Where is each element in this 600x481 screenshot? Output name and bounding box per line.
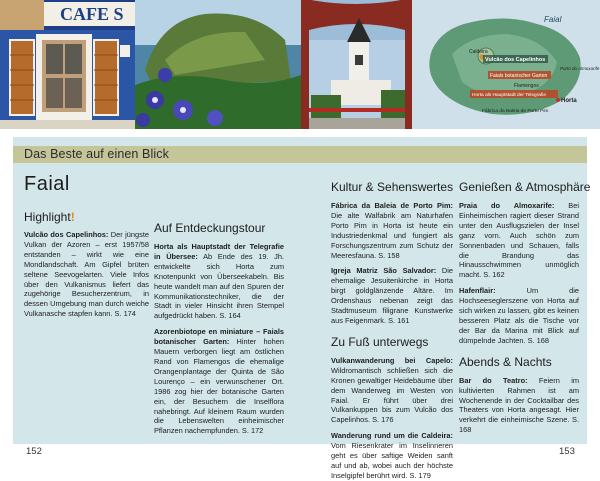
page-title: Faial xyxy=(24,173,70,195)
column-kultur xyxy=(331,180,453,481)
island-map xyxy=(412,0,600,129)
item-title: Fábrica da Baleia de Porto Pim: xyxy=(331,201,453,210)
map-label-horta: Horta xyxy=(561,98,577,104)
geniessen-item xyxy=(459,286,579,345)
section-header xyxy=(13,146,587,163)
item-title: Hafenflair: xyxy=(459,286,496,296)
item-text: Wildromantisch schließen sich die Kronen gewaltiger Heidebäume über dem Wanderweg im Westen von Faial. Er führt über drei Vulkankuppen bis zum Vulcão dos Capelinhos. S. 176 xyxy=(331,365,453,425)
column-geniessen xyxy=(459,180,591,435)
item-title: Vulcão dos Capelinhos: xyxy=(24,230,109,239)
map-label-portopim: Fábrica da Baleia de Porto Pim xyxy=(482,109,549,114)
zufuss-item xyxy=(331,356,453,425)
map-label-flamengos: Flamengos xyxy=(514,83,539,89)
entdeckung-item xyxy=(154,327,284,436)
entdeckung-heading: Auf Entdeckungstour xyxy=(154,221,266,235)
photo-strip xyxy=(0,0,600,129)
kultur-item xyxy=(331,266,453,325)
item-title: Wanderung rund um die Caldeira: xyxy=(331,431,453,441)
coast-photo xyxy=(135,0,301,129)
map-label-almoxarife: Porto do Almoxarife xyxy=(560,66,600,71)
map-title: Faial xyxy=(544,15,562,24)
item-title: Praia do Almoxarife: xyxy=(459,201,555,210)
abends-heading: Abends & Nachts xyxy=(459,354,552,369)
kultur-item xyxy=(331,201,453,260)
item-text: Hinter hohen Mauern verborgen liegt am östlichen Rand von Flamengos die ehemalige Orangenplantage der Quinta de São Lourenço – ein verwunschener Ort. 1986 zog hier der botanische Garten ein, der Besuchern die Inselflora nahebringt. Auf kleinem Raum wurden die Lebenswelten einheimischer Pflanzen nachempfunden. S. 172 xyxy=(154,337,284,436)
highlight-heading xyxy=(24,210,149,224)
geniessen-heading: Genießen & Atmosphäre xyxy=(459,180,591,194)
item-title: Vulkanwanderung bei Capelo: xyxy=(331,355,453,365)
item-text: Die alte Walfabrik am Naturhafen Porto Pim in Horta ist heute ein Industriedenkmal und fungiert als Forschungszentrum zum Schutz der Meeresfauna. S. 158 xyxy=(331,210,453,260)
page-number-right: 153 xyxy=(559,446,575,457)
cafe-photo xyxy=(0,0,135,129)
item-text: Vom Riesenkrater im Inselinneren geht es über saftige Weiden sanft auf und ab, wobei auch der höchste Inselgipfel berührt wird. S. 179 xyxy=(331,441,453,480)
item-text: Bei Einheimischen ragiert dieser Strand unter den Ausflugszielen der Insel ganz vorn. Auch schön zum Sonnenbaden und Schauen, falls die Brandung das Hinausschwimmen unmöglich macht. S. 162 xyxy=(459,201,579,280)
kultur-heading: Kultur & Sehenswertes xyxy=(331,180,454,194)
item-text: Feiern im kultivierten Rahmen ist am Wochenende in der Cocktailbar des Theaters von Horta angesagt. Hier verkehrt die einheimische Szene. S. 168 xyxy=(459,375,579,435)
map-label-botanic: Faials botanischer Garten xyxy=(490,73,548,79)
item-text: Ab Ende des 19. Jh. entwickelte sich Horta zum Knotenpunkt von Überseekabeln. Bis heute wandelt man auf den Spuren der Kommunikationstechniker, die der Stadt in vieler Hinsicht ihren Stempel aufgedrückt haben. S. 164 xyxy=(154,251,284,321)
item-text: Um die Hochseeseglerszene von Horta auf sich wirken zu lassen, gibt es keinen besseren Platz als die Tische vor der Bar da Marina mit Blick auf dümpelnde Jachten. S. 168 xyxy=(459,286,579,345)
item-title: Bar do Teatro: xyxy=(459,375,528,385)
item-title: Igreja Matriz São Salvador: xyxy=(331,266,437,276)
geniessen-item xyxy=(459,201,579,280)
cafe-sign-text: CAFE S xyxy=(60,4,124,24)
item-text: Der jüngste Vulkan der Azoren – erst 1957/58 entstanden – wirkt wie eine Mondlandschaft. Am Gipfel brüten seltene Seevogelarten. Viele Infos über den Vulkanismus liefert das zugehörige Besucherzentrum, in dessen Umgebung man durch weiche Vulkanasche stapfen kann. S. 174 xyxy=(24,230,149,319)
zufuss-item xyxy=(331,431,453,481)
zufuss-heading: Zu Fuß unterwegs xyxy=(331,334,429,349)
abends-item xyxy=(459,376,579,435)
map-label-telegrafie: Horta als Hauptstadt der Telegrafie xyxy=(472,93,547,98)
map-label-capelinhos: Vulcão dos Capelinhos xyxy=(485,57,546,63)
page-number-left: 152 xyxy=(26,446,42,457)
column-highlight xyxy=(24,173,149,319)
church-photo xyxy=(301,0,412,129)
section-title: Das Beste auf einen Blick xyxy=(24,147,169,161)
item-title: Horta als Hauptstadt der Telegrafie in Übersee: xyxy=(154,242,284,261)
item-title: Azorenbiotope en miniature – Faials botanischer Garten: xyxy=(154,327,284,347)
item-text: Die ehemalige Jesuitenkirche in Horta birgt goldglänzende Altäre. Im Ordenshaus nebenan zeigt das Stadtmuseum filigrane Kunstwerke aus Feigenmark. S. 161 xyxy=(331,266,453,325)
highlight-item xyxy=(24,230,149,319)
column-entdeckung xyxy=(154,221,284,436)
highlight-heading-text: Highlight xyxy=(24,210,71,224)
highlight-bang: ! xyxy=(70,210,75,224)
map-label-caldeira: Caldeira xyxy=(469,49,488,55)
entdeckung-item xyxy=(154,242,284,321)
